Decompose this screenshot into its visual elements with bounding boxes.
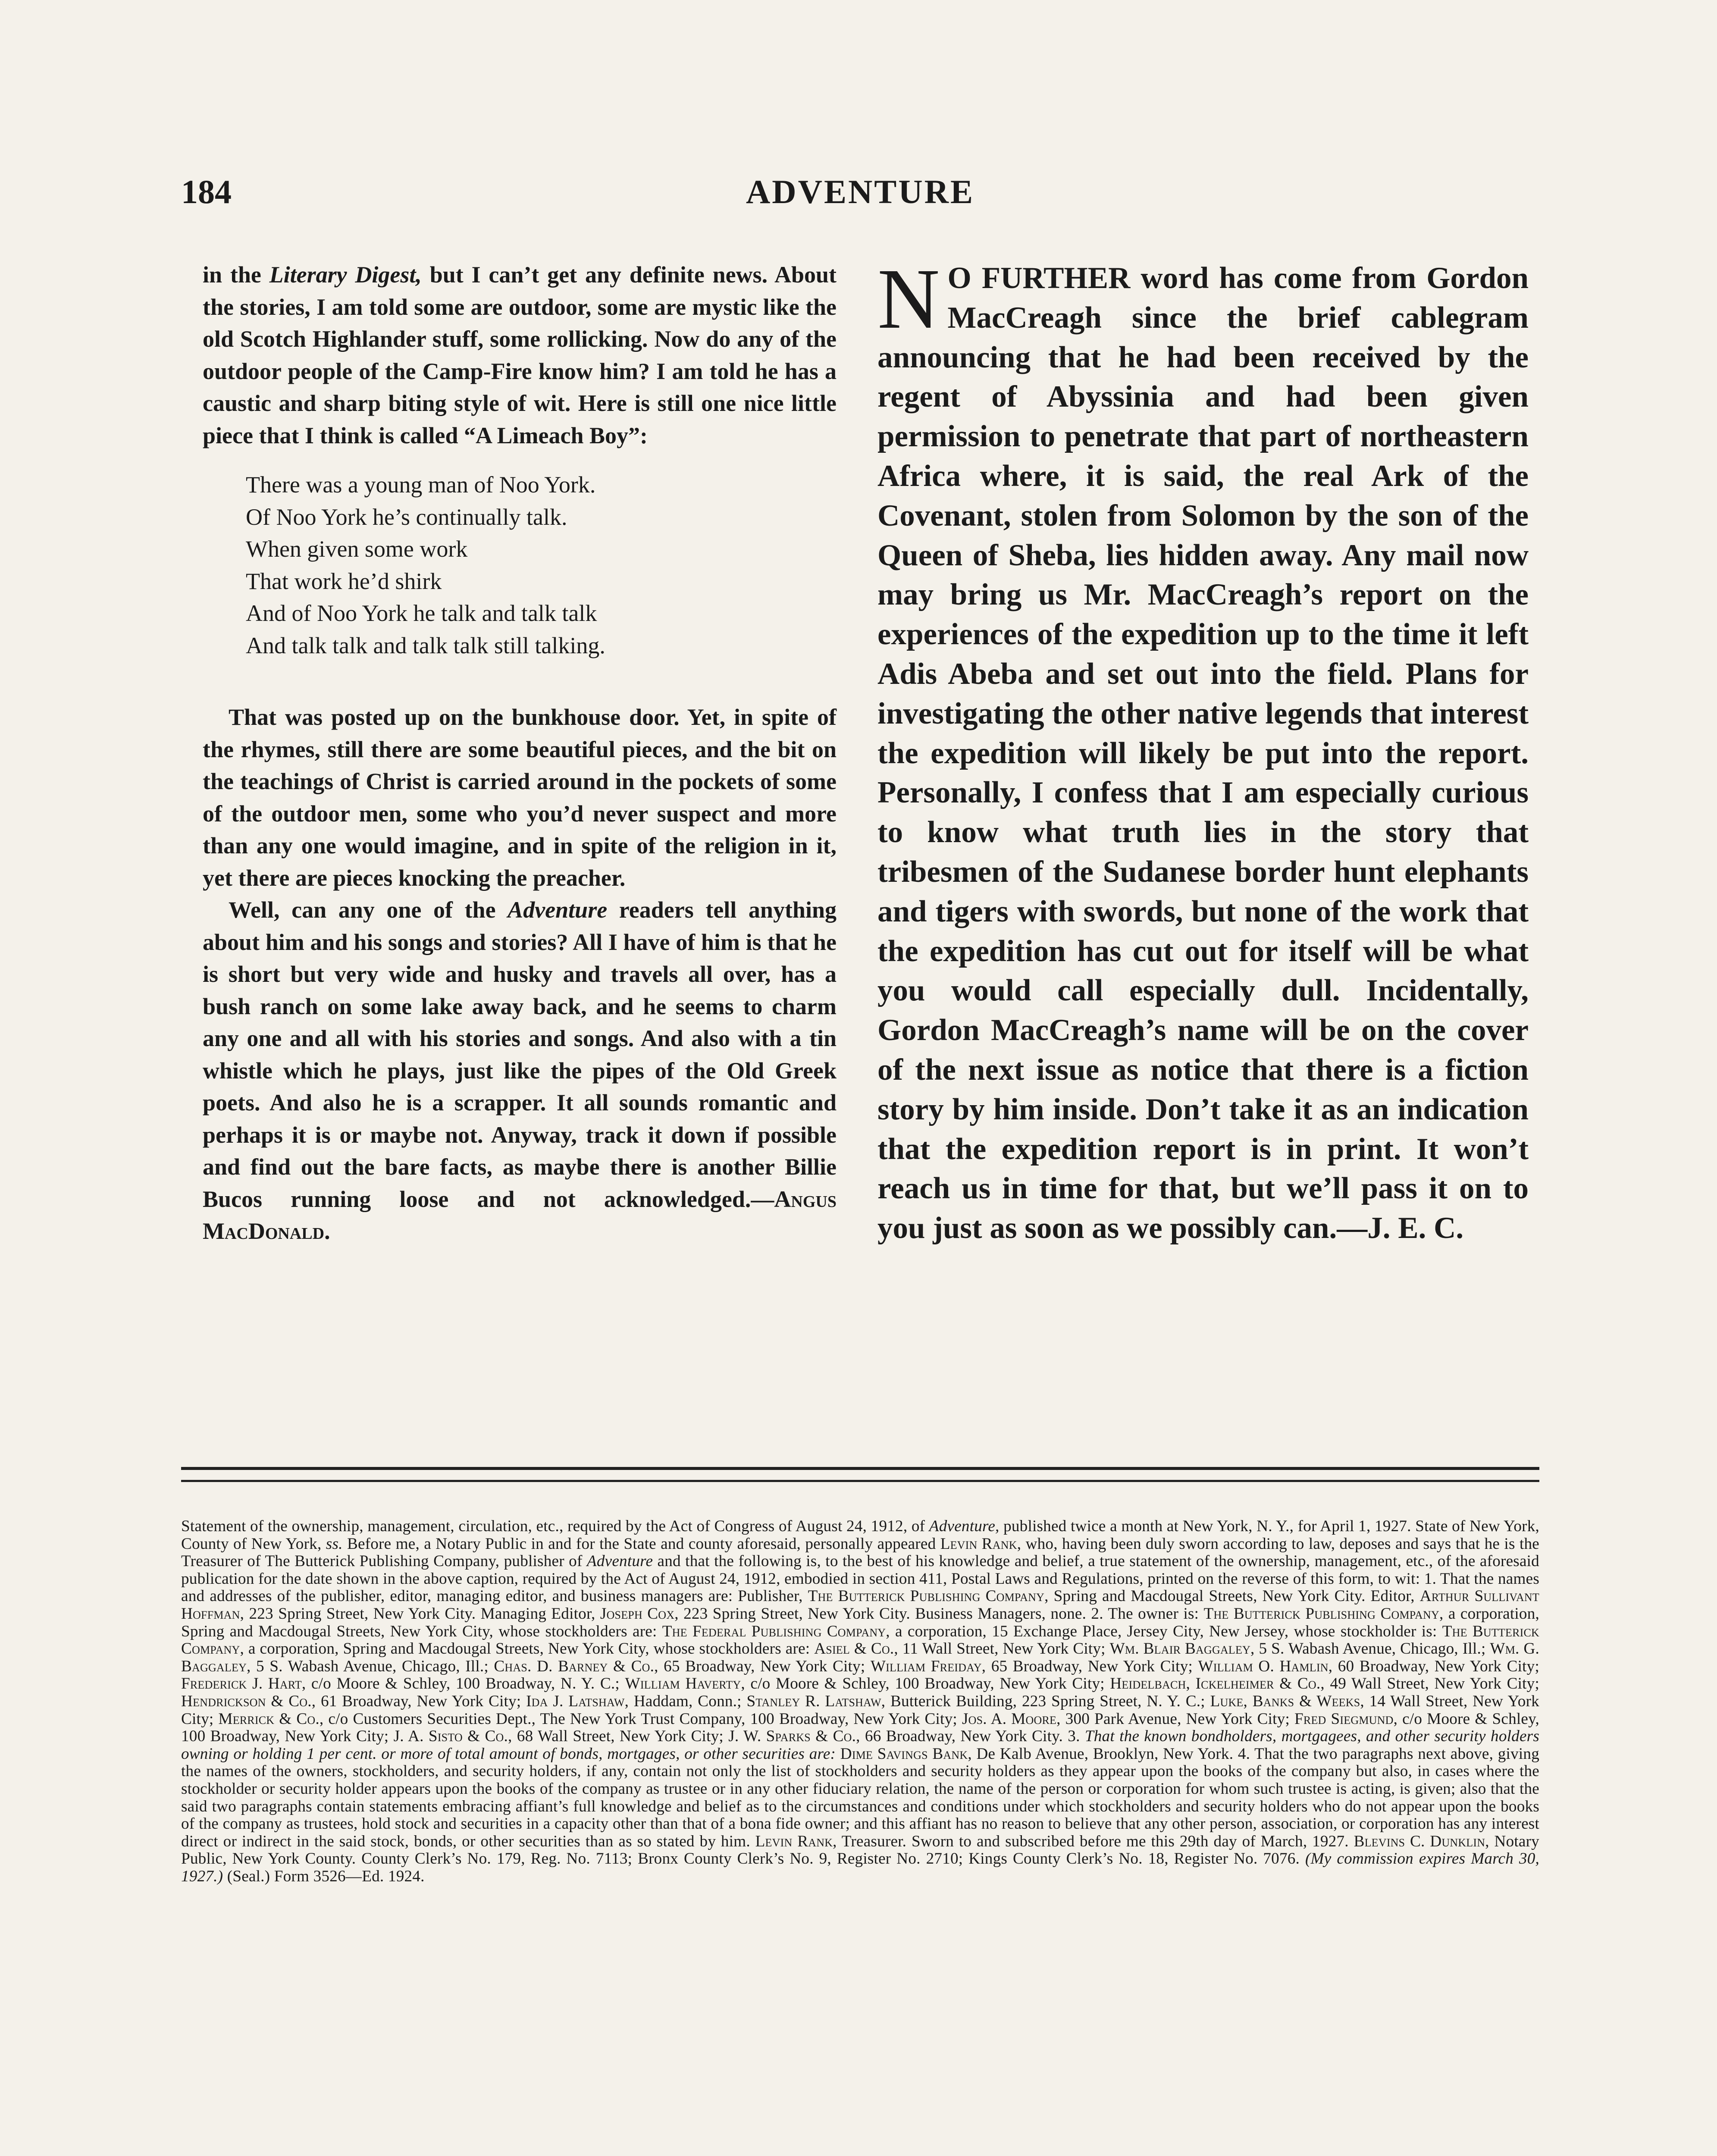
journal-title: ADVENTURE — [746, 173, 975, 210]
editor-note-paragraph: N O FURTHER word has come from Gordon MacCreagh since the brief cablegram announcing that he had been received by the regent of Abyssinia and had been given permission to penetrate that part of northeastern Africa where, it is said, the real Ark of the Covenant, stolen from Solomon by the son of the Queen of Sheba, lies hidden away. Any mail now may bring us Mr. MacCreagh’s report on the experiences of the expedition up to the time it left Adis Abeba and set out into the field. Plans for investigating the other native legends that interest the expedition will likely be put into the report. Personally, I confess that I am especially curious to know what truth lies in the story that tribesmen of the Sudanese border hunt elephants and tigers with swords, but none of the work that the expedition has cut out for itself will be what you would call especially dull. Incidentally, Gordon MacCreagh’s name will be on the cover of the next issue as notice that there is a fiction story by him inside. Don’t take it as an indication that the expedition report is in print. It won’t reach us in time for that, but we’ll pass it on to you just as soon as we possibly can.—J. E. C. — [877, 251, 1529, 1245]
poem-line: That work he’d shirk — [246, 568, 442, 594]
poem-line: And talk talk and talk talk still talking. — [246, 632, 605, 658]
poem-line: Of Noo York he’s continually talk. — [246, 504, 567, 530]
running-head — [181, 172, 1539, 220]
letter-paragraph-1: in the Literary Digest, but I can’t get any definite news. About the stories, I am told some are outdoor, some are mystic like the old Scotch Highlander stuff, some rollicking. Now do any of the outdoor people of the Camp-Fire know him? I am told he has a caustic and sharp biting style of wit. Here is still one nice little piece that I think is called “A Limeach Boy”: — [203, 262, 837, 448]
page-number: 184 — [181, 173, 232, 210]
divider-rule-top — [181, 1467, 1539, 1470]
divider-rule-bottom — [181, 1480, 1539, 1482]
poem — [246, 469, 837, 661]
statement-text: Statement of the ownership, management, circulation, etc., required by the Act of Congress of August 24, 1912, of Adventure, published twice a month at New York, N. Y., for April 1, 1927. State of New York, County of New York, ss. Before me, a Notary Public in and for the State and county aforesaid, personally appeared Levin Rank, who, having been duly sworn according to law, deposes and says that he is the Treasurer of The Butterick Publishing Company, publisher of Adventure and that the following is, to the best of his knowledge and belief, a true statement of the ownership, management, etc., of the aforesaid publication for the date shown in the above caption, required by the Act of August 24, 1912, embodied in section 411, Postal Laws and Regulations, printed on the reverse of this form, to wit: 1. That the names and addresses of the publisher, editor, managing editor, and business managers are: Publisher, The Butterick Publishing Company, Spring and Macdougal Streets, New York City. Editor, Arthur Sullivant Hoffman, 223 Spring Street, New York City. Managing Editor, Joseph Cox, 223 Spring Street, New York City. Business Managers, none. 2. The owner is: The Butterick Publishing Company, a corporation, Spring and Macdougal Streets, New York City, whose stockholders are: The Federal Publishing Company, a corporation, 15 Exchange Place, Jersey City, New Jersey, whose stockholder is: The Butterick Company, a corporation, Spring and Macdougal Streets, New York City, whose stockholders are: Asiel & Co., 11 Wall Street, New York City; Wm. Blair Baggaley, 5 S. Wabash Avenue, Chicago, Ill.; Wm. G. Baggaley, 5 S. Wabash Avenue, Chicago, Ill.; Chas. D. Barney & Co., 65 Broadway, New York City; William Freiday, 65 Broadway, New York City; William O. Hamlin, 60 Broadway, New York City; Frederick J. Hart, c/o Moore & Schley, 100 Broadway, N. Y. C.; William Haverty, c/o Moore & Schley, 100 Broadway, New York City; Heidelbach, Ickelheimer & Co., 49 Wall Street, New York City; Hendrickson & Co., 61 Broadway, New York City; Ida J. Latshaw, Haddam, Conn.; Stanley R. Latshaw, Butterick Building, 223 Spring Street, N. Y. C.; Luke, Banks & Weeks, 14 Wall Street, New York City; Merrick & Co., c/o Customers Securities Dept., The New York Trust Company, 100 Broadway, New York City; Jos. A. Moore, 300 Park Avenue, New York City; Fred Siegmund, c/o Moore & Schley, 100 Broadway, New York City; J. A. Sisto & Co., 68 Wall Street, New York City; J. W. Sparks & Co., 66 Broadway, New York City. 3. That the known bondholders, mortgagees, and other security holders owning or holding 1 per cent. or more of total amount of bonds, mortgages, or other securities are: Dime Savings Bank, De Kalb Avenue, Brooklyn, New York. 4. That the two paragraphs next above, giving the names of the owners, stockholders, and security holders, if any, contain not only the list of stockholders and security holders as they appear upon the books of the company but also, in cases where the stockholder or security holder appears upon the books of the company as trustee or in any other fiduciary relation, the name of the person or corporation for whom such trustee is acting, is given; also that the said two paragraphs contain statements embracing affiant’s full knowledge and belief as to the circumstances and conditions under which stockholders and security holders who do not appear upon the books of the company as trustees, hold stock and securities in a capacity other than that of a bona fide owner; and this affiant has no reason to believe that any other person, association, or corporation has any interest direct or indirect in the said stock, bonds, or other securities than as so stated by him. Levin Rank, Treasurer. Sworn to and subscribed before me this 29th day of March, 1927. Blevins C. Dunklin, Notary Public, New York County. County Clerk’s No. 179, Reg. No. 7113; Bronx County Clerk’s No. 9, Register No. 2710; Kings County Clerk’s No. 18, Register No. 7076. (My commission expires March 30, 1927.) (Seal.) Form 3526—Ed. 1924. — [181, 1517, 1540, 1885]
ownership-statement — [181, 1518, 1539, 1885]
right-column — [877, 251, 1529, 1248]
poem-line: When given some work — [246, 536, 468, 562]
letter-paragraph-2: That was posted up on the bunkhouse door. Yet, in spite of the rhymes, still there are some beautiful pieces, and the bit on the teachings of Christ is carried around in the pockets of some of the outdoor men, some who you’d never suspect and more than any one would imagine, and in spite of the religion in it, yet there are pieces knocking the preacher. — [203, 704, 837, 891]
letter-paragraph-3: Well, can any one of the Adventure readers tell anything about him and his songs and stories? All I have of him is that he is short but very wide and husky and travels all over, has a bush ranch on some lake away back, and he seems to charm any one and all with his stories and songs. And also with a tin whistle which he plays, just like the pipes of the Old Greek poets. And also he is a scrapper. It all sounds romantic and perhaps it is or maybe not. Anyway, track it down if possible and find out the bare facts, as maybe there is another Billie Bucos running loose and not acknowledged.—Angus MacDonald. — [203, 897, 837, 1244]
poem-line: There was a young man of Noo York. — [246, 472, 596, 498]
letter-signature: Angus MacDonald. — [203, 1186, 837, 1244]
poem-line: And of Noo York he talk and talk talk — [246, 600, 597, 626]
left-column — [203, 259, 837, 1247]
drop-cap: N — [877, 251, 940, 347]
